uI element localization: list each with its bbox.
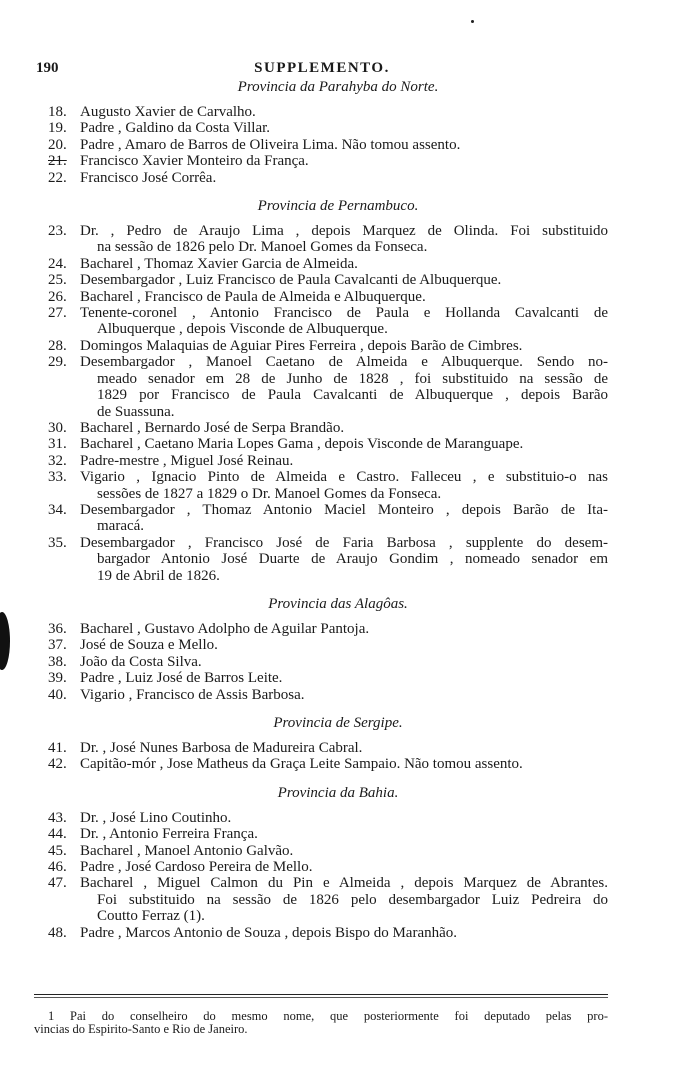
entry-line: Bacharel , Bernardo José de Serpa Brandão.: [80, 419, 345, 436]
entry-text: [80, 621, 608, 637]
entry-text: [80, 875, 608, 924]
entry-number: 39.: [48, 670, 67, 687]
entry-text: [80, 502, 608, 535]
entry-text: [80, 670, 608, 686]
entry-number: 48.: [48, 924, 67, 941]
list-entry: [48, 272, 608, 288]
entry-line: Dr. , Pedro de Araujo Lima , depois Marquez de Olinda. Foi substituido: [80, 223, 608, 240]
entry-text: [80, 810, 608, 826]
entry-number: 26.: [48, 288, 67, 305]
entry-text: [80, 289, 608, 305]
entry-line: Domingos Malaquias de Aguiar Pires Ferreira , depois Barão de Cimbres.: [80, 337, 523, 354]
page-number: 190: [36, 60, 59, 76]
entry-line: Padre , Galdino da Costa Villar.: [80, 120, 271, 137]
list-entry: [48, 843, 608, 859]
entry-text: [80, 436, 608, 452]
list-entry: [48, 826, 608, 842]
entry-line: de Suassuna.: [97, 403, 175, 420]
entry-line: na sessão de 1826 pelo Dr. Manoel Gomes da Fonseca.: [97, 239, 428, 256]
list-entry: [48, 670, 608, 686]
entry-line: Bacharel , Thomaz Xavier Garcia de Almeida.: [80, 255, 358, 272]
entry-text: [80, 256, 608, 272]
entry-text: [80, 354, 608, 420]
footnote-rule: [34, 994, 608, 995]
list-entry: [48, 925, 608, 941]
entry-number: 31.: [48, 436, 67, 453]
entry-line: Padre-mestre , Miguel José Reinau.: [80, 452, 294, 469]
entry-line: Augusto Xavier de Carvalho.: [80, 104, 256, 120]
entry-line: Padre , José Cardoso Pereira de Mello.: [80, 859, 313, 876]
province-heading: Provincia da Parahyba do Norte.: [237, 79, 439, 95]
entry-text: [80, 420, 608, 436]
entry-line: Capitão-mór , Jose Matheus da Graça Leite Sampaio. Não tomou assento.: [80, 756, 523, 773]
list-entry: [48, 469, 608, 502]
entry-line: Bacharel , Manoel Antonio Galvão.: [80, 842, 294, 859]
entry-number: 33.: [48, 469, 67, 486]
list-entry: [48, 621, 608, 637]
entry-number: 34.: [48, 501, 67, 518]
province-section: [48, 78, 608, 186]
entry-line: Bacharel , Caetano Maria Lopes Gama , depois Visconde de Maranguape.: [80, 436, 524, 453]
entry-line: Dr. , Antonio Ferreira França.: [80, 826, 258, 843]
entry-number: 28.: [48, 337, 67, 354]
entry-line: Dr. , José Lino Coutinho.: [80, 809, 232, 826]
entry-number: 27.: [48, 305, 67, 322]
running-title: SUPPLEMENTO.: [254, 60, 390, 76]
entry-text: [80, 843, 608, 859]
entry-number: 30.: [48, 419, 67, 436]
entry-line: Desembargador , Francisco José de Faria Barbosa , supplente do desem-: [80, 534, 608, 551]
entry-text: [80, 104, 608, 120]
entry-line: Bacharel , Miguel Calmon du Pin e Almeida , depois Marquez de Abrantes.: [80, 875, 608, 892]
entry-number: 21.: [48, 153, 67, 170]
entry-line: Vigario , Francisco de Assis Barbosa.: [80, 686, 305, 703]
list-entry: [48, 502, 608, 535]
entry-number: 38.: [48, 653, 67, 670]
entry-text: [80, 687, 608, 703]
entry-text: [80, 756, 608, 772]
province-section: [48, 595, 608, 703]
entry-line: Dr. , José Nunes Barbosa de Madureira Cabral.: [80, 740, 363, 756]
entry-text: [80, 453, 608, 469]
entry-text: [80, 153, 608, 169]
entry-number: 20.: [48, 136, 67, 153]
list-entry: [48, 338, 608, 354]
entry-line: Desembargador , Thomaz Antonio Maciel Monteiro , depois Barão de Ita-: [80, 501, 608, 518]
list-entry: [48, 637, 608, 653]
entry-number: 43.: [48, 809, 67, 826]
list-entry: [48, 120, 608, 136]
entry-line: bargador Antonio José Duarte de Araujo Gondim , nomeado senador em: [97, 551, 608, 568]
entry-number: 29.: [48, 354, 67, 371]
ink-speck: [471, 20, 474, 23]
entry-text: [80, 535, 608, 584]
footnote-line: vincias do Espirito-Santo e Rio de Janeiro.: [34, 1022, 248, 1036]
list-entry: [48, 875, 608, 924]
entry-text: [80, 120, 608, 136]
entry-number: 19.: [48, 120, 67, 137]
entry-number: 36.: [48, 620, 67, 637]
entry-number: 37.: [48, 637, 67, 654]
entry-text: [80, 170, 608, 186]
list-entry: [48, 420, 608, 436]
entry-line: Padre , Luiz José de Barros Leite.: [80, 670, 283, 687]
list-entry: [48, 305, 608, 338]
list-entry: [48, 740, 608, 756]
entry-line: Padre , Marcos Antonio de Souza , depois Bispo do Maranhão.: [80, 924, 458, 941]
list-entry: [48, 453, 608, 469]
list-entry: [48, 289, 608, 305]
entry-number: 25.: [48, 272, 67, 289]
list-entry: [48, 223, 608, 256]
entry-line: Foi substituido na sessão de 1826 pelo desembargador Luiz Pedreira do: [97, 891, 608, 908]
entry-text: [80, 137, 608, 153]
entry-text: [80, 859, 608, 875]
entry-line: meado senador em 28 de Junho de 1828 , foi substituido na sessão de: [97, 370, 608, 387]
list-entry: [48, 104, 608, 120]
entry-line: Tenente-coronel , Antonio Francisco de Paula e Hollanda Cavalcanti de: [80, 305, 608, 322]
entry-text: [80, 469, 608, 502]
footnote-rule-secondary: [34, 997, 608, 998]
entry-text: [80, 338, 608, 354]
entry-text: [80, 223, 608, 256]
entry-line: Albuquerque , depois Visconde de Albuquerque.: [97, 321, 388, 338]
entry-line: 19 de Abril de 1826.: [97, 567, 220, 584]
entry-text: [80, 272, 608, 288]
binding-hole-blot: [0, 612, 10, 670]
entry-text: [80, 305, 608, 338]
entry-line: 1829 por Francisco de Paula Cavalcanti de Albuquerque , depois Barão: [97, 387, 608, 404]
entry-line: Coutto Ferraz (1).: [97, 908, 205, 925]
list-entry: [48, 354, 608, 420]
entry-number: 24.: [48, 255, 67, 272]
entry-number: 23.: [48, 223, 67, 240]
province-heading: Provincia da Bahia.: [277, 784, 399, 801]
entry-text: [80, 826, 608, 842]
list-entry: [48, 859, 608, 875]
entry-line: Desembargador , Luiz Francisco de Paula Cavalcanti de Albuquerque.: [80, 272, 502, 289]
entry-line: João da Costa Silva.: [80, 653, 202, 670]
list-entry: [48, 687, 608, 703]
entry-number: 40.: [48, 686, 67, 703]
list-entry: [48, 756, 608, 772]
list-entry: [48, 436, 608, 452]
province-section: [48, 784, 608, 941]
entry-text: [80, 654, 608, 670]
province-section: [48, 714, 608, 773]
entry-text: [80, 637, 608, 653]
entry-number: 41.: [48, 740, 67, 756]
entry-text: [80, 740, 608, 756]
entry-number: 46.: [48, 859, 67, 876]
entry-line: Desembargador , Manoel Caetano de Almeida e Albuquerque. Sendo no-: [80, 354, 608, 371]
entry-number: 42.: [48, 756, 67, 773]
list-entry: [48, 256, 608, 272]
list-entry: [48, 170, 608, 186]
entry-line: sessões de 1827 a 1829 o Dr. Manoel Gomes da Fonseca.: [97, 485, 442, 502]
entry-line: Padre , Amaro de Barros de Oliveira Lima. Não tomou assento.: [80, 136, 461, 153]
entry-number: 22.: [48, 169, 67, 186]
list-entry: [48, 810, 608, 826]
list-entry: [48, 137, 608, 153]
footnote: [34, 1010, 608, 1036]
province-heading: Provincia das Alagôas.: [268, 595, 408, 612]
running-head: [36, 60, 608, 78]
entry-line: Vigario , Ignacio Pinto de Almeida e Castro. Falleceu , e substituio-o nas: [80, 469, 608, 486]
list-entry: [48, 153, 608, 169]
entry-number: 32.: [48, 452, 67, 469]
entry-line: Francisco Xavier Monteiro da França.: [80, 153, 309, 170]
province-heading: Provincia de Sergipe.: [273, 715, 403, 731]
entry-number: 35.: [48, 534, 67, 551]
document-body: [48, 78, 608, 952]
entry-number: 44.: [48, 826, 67, 843]
list-entry: [48, 535, 608, 584]
entry-line: Bacharel , Gustavo Adolpho de Aguilar Pantoja.: [80, 620, 370, 637]
entry-number: 45.: [48, 842, 67, 859]
entry-number: 18.: [48, 104, 67, 120]
entry-number: 47.: [48, 875, 67, 892]
entry-line: Bacharel , Francisco de Paula de Almeida e Albuquerque.: [80, 288, 426, 305]
entry-text: [80, 925, 608, 941]
province-heading: Provincia de Pernambuco.: [257, 198, 419, 215]
province-section: [48, 197, 608, 584]
footnote-line: 1 Pai do conselheiro do mesmo nome, que posteriormente foi deputado pelas pro-: [48, 1009, 608, 1023]
list-entry: [48, 654, 608, 670]
entry-line: Francisco José Corrêa.: [80, 169, 217, 186]
entry-line: maracá.: [97, 518, 145, 535]
entry-line: José de Souza e Mello.: [80, 637, 218, 654]
